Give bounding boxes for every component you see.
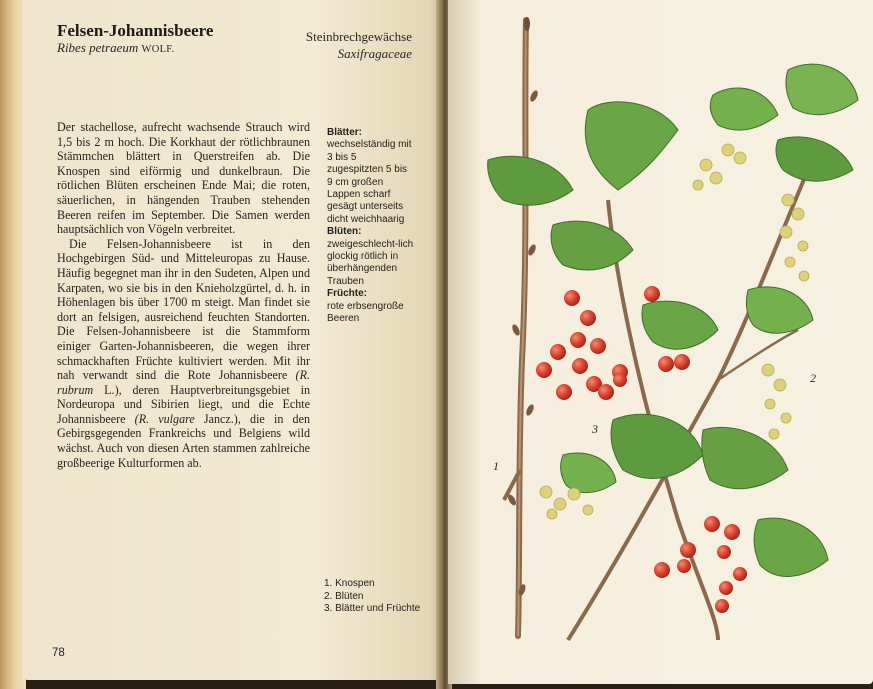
caption-3: 3. Blätter und Früchte xyxy=(324,603,421,615)
sidebar-heading-flowers: Blüten: xyxy=(327,226,362,238)
bud-twig xyxy=(504,17,539,636)
sidebar-text-flowers: zweigeschlecht-lich glockig rötlich in überhängenden Trauben xyxy=(327,238,414,287)
paragraph-2-part-3: Jancz.), die in den Gebirgsgegenden Frankreichs und Belgiens wild wächst. Auch von diesen Arten stammen zahlreiche großbeerige Kulturformen ab. xyxy=(57,411,310,470)
paragraph-2-part-2: L.), deren Hauptverbreitungsgebiet in Nordeuropa und Sibirien liegt, und die Echte Johannisbeere xyxy=(57,382,310,426)
characteristics-sidebar xyxy=(327,127,415,326)
figure-label-2: 2 xyxy=(810,371,816,385)
paragraph-2-italic-1: (R. rubrum xyxy=(57,368,310,397)
figure-label-1: 1 xyxy=(493,459,499,473)
latin-species: Ribes petraeum xyxy=(57,40,139,55)
page-number: 78 xyxy=(52,647,65,659)
paragraph-1: Der stachellose, aufrecht wachsende Strauch wird 1,5 bis 2 m hoch. Die Korkhaut der rötlichbraunen Stämmchen blättert in Querstreifen ab. Die Knospen sind eiförmig und dunkelbraun. Die rötlichen Blüten erscheinen Ende Mai; die roten, säuerlichen, in hängenden Trauben stehenden Beeren reifen im September. Die Samen werden hauptsächlich von Vögeln verbreitet. xyxy=(57,120,310,237)
sidebar-heading-fruits: Früchte: xyxy=(327,288,367,300)
paragraph-2-part-1: Die Felsen-Johannisbeere ist in den Hochgebirgen Süd- und Mitteleuropas zu Hause. Häufig begegnet man ihr in den Sudeten, Alpen und Karpaten, wo sie bis in den Knieholzgürtel, d. h. in Höhenlagen bis über 1700 m steigt. Man findet sie dort an felsigen, ausreichend feuchten Standorten. Die Felsen-Johannisbeere ist die Stammform einiger Garten-Johannisbeeren, die wegen ihrer schmackhaften Früchte kultiviert werden. Mit ihr nah verwandt sind die Rote Johannisbeere xyxy=(57,236,310,383)
caption-2: 2. Blüten xyxy=(324,590,364,602)
botanical-illustration xyxy=(448,0,873,684)
latin-name xyxy=(57,40,175,56)
family-latin: Saxifragaceae xyxy=(337,46,412,61)
sidebar-heading-leaves: Blätter: xyxy=(327,127,363,138)
figure-captions xyxy=(324,578,424,616)
main-text xyxy=(57,120,310,470)
paragraph-2 xyxy=(57,237,310,471)
sidebar-text-leaves: wechselständig mit 3 bis 5 zugespitzten 5 bis 9 cm großen Lappen scharf gesägt unterseits dicht weichhaarig xyxy=(327,139,412,225)
sidebar-text-fruits: rote erbsengroße Beeren xyxy=(327,300,404,325)
paragraph-2-italic-2: (R. vulgare xyxy=(134,411,195,426)
caption-1: 1. Knospen xyxy=(324,578,375,589)
figure-label-3: 3 xyxy=(592,422,598,436)
family-german: Steinbrechgewächse xyxy=(305,29,412,44)
page-title: Felsen-Johannisbeere xyxy=(57,21,214,40)
latin-author: WOLF. xyxy=(141,44,175,55)
